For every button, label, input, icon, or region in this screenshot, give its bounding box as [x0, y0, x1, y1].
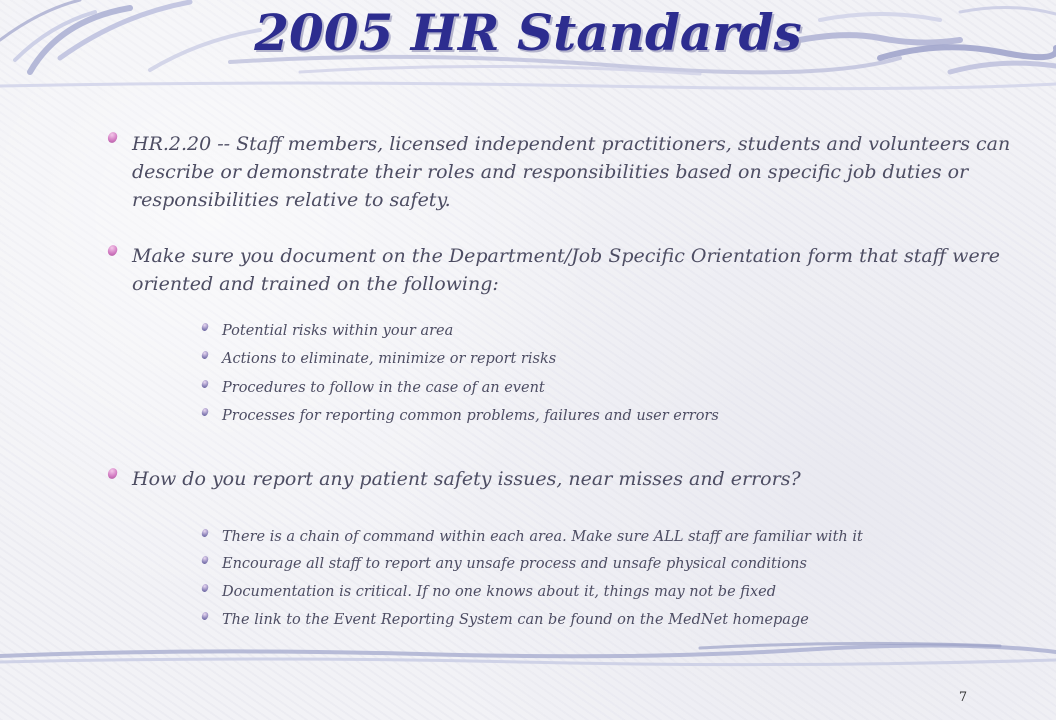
bullet-item-report-question: How do you report any patient safety issues, near misses and errors? [132, 468, 801, 490]
bullet-item-hr-standard: HR.2.20 -- Staff members, licensed independent practitioners, students and volunteers can describe or demonstrate their roles and responsibilities based on specific job duties or responsibilities relative to safety. [132, 133, 1011, 211]
sub-item: Processes for reporting common problems, failures and user errors [222, 408, 719, 424]
sub-item: Documentation is critical. If no one knows about it, things may not be fixed [222, 584, 776, 600]
page-number: 7 [958, 690, 968, 705]
bullet-item-orientation: Make sure you document on the Department/Job Specific Orientation form that staff were oriented and trained on the following: [132, 245, 1001, 295]
slide-title: 2005 HR Standards [254, 3, 802, 62]
sub-item: Actions to eliminate, minimize or report risks [222, 351, 557, 367]
sub-item: Procedures to follow in the case of an event [222, 380, 545, 396]
sub-item: Encourage all staff to report any unsafe process and unsafe physical conditions [222, 556, 807, 572]
sub-item: There is a chain of command within each area. Make sure ALL staff are familiar with it [222, 529, 863, 545]
sub-item: The link to the Event Reporting System can be found on the MedNet homepage [222, 612, 809, 628]
sub-item: Potential risks within your area [222, 323, 454, 339]
